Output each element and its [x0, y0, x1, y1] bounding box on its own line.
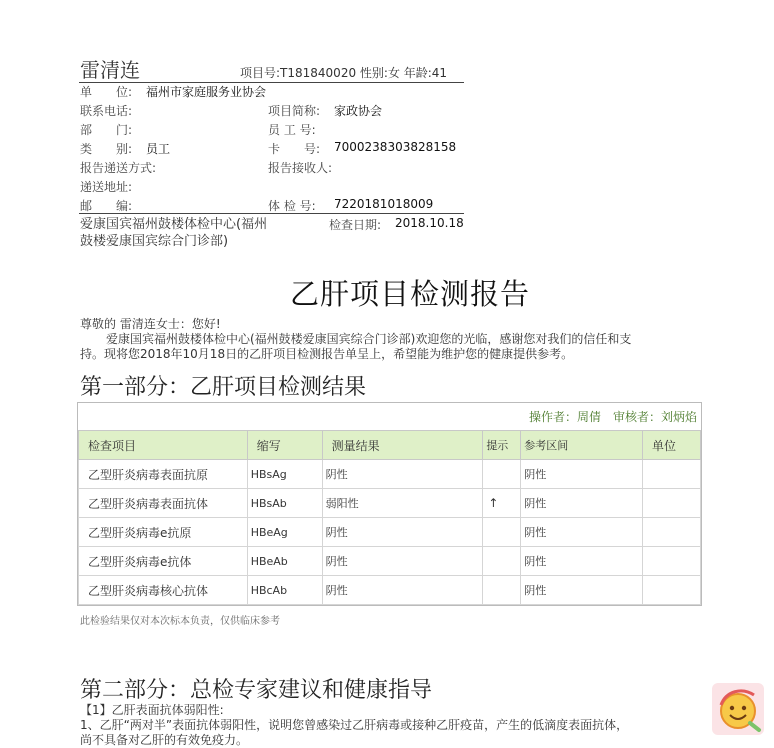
column-header: 缩写	[247, 431, 322, 460]
column-header: 检查项目	[79, 431, 248, 460]
exam-no-value: 7220181018009	[334, 197, 434, 211]
delivery-label: 报告递送方式:	[80, 161, 157, 175]
empno-label: 员 工 号:	[268, 123, 316, 137]
hint-cell	[483, 518, 521, 547]
hint-cell: ↑	[483, 489, 521, 518]
exam-date-label: 检查日期:	[329, 218, 382, 232]
patient-name: 雷清连	[80, 58, 140, 82]
hint-cell	[483, 576, 521, 605]
table-header-row	[79, 431, 701, 460]
result-cell: 阴性	[322, 547, 483, 576]
part2-title: 第二部分：总检专家建议和健康指导	[80, 678, 433, 703]
table-row	[79, 576, 701, 605]
abbr-cell: HBsAg	[247, 460, 322, 489]
phone-label: 联系电话:	[80, 104, 133, 118]
result-cell: 阴性	[322, 576, 483, 605]
abbr-label: 项目简称:	[268, 104, 321, 118]
postcode-label: 邮 编:	[80, 199, 133, 213]
table-row	[79, 460, 701, 489]
result-cell: 阴性	[322, 460, 483, 489]
result-cell: 阴性	[322, 518, 483, 547]
unit-label: 单 位:	[80, 85, 133, 99]
table-row	[79, 547, 701, 576]
disclaimer: 此检验结果仅对本次标本负责，仅供临床参考	[80, 616, 280, 627]
unit-cell	[643, 489, 701, 518]
ref-cell: 阴性	[521, 460, 643, 489]
card-value: 7000238303828158	[334, 140, 457, 154]
ref-cell: 阴性	[521, 518, 643, 547]
hint-cell	[483, 547, 521, 576]
advice-line-1: 1、乙肝“两对半”表面抗体弱阳性，说明您曾感染过乙肝病毒或接种乙肝疫苗，产生的低滴度表面抗体，	[80, 718, 629, 732]
category-value: 员工	[146, 142, 171, 156]
table-row	[79, 489, 701, 518]
abbr-cell: HBsAb	[247, 489, 322, 518]
divider	[79, 213, 464, 214]
unit-cell	[643, 518, 701, 547]
advice-heading: 【1】乙肝表面抗体弱阳性:	[80, 703, 224, 717]
unit-cell	[643, 460, 701, 489]
result-cell: 弱阳性	[322, 489, 483, 518]
ref-cell: 阴性	[521, 576, 643, 605]
item-cell: 乙型肝炎病毒表面抗体	[79, 489, 248, 518]
unit-cell	[643, 547, 701, 576]
category-label: 类 别:	[80, 142, 133, 156]
project-info: 项目号:T181840020 性别:女 年龄:41	[240, 66, 448, 80]
column-header: 参考区间	[521, 431, 643, 460]
part1-title: 第一部分：乙肝项目检测结果	[80, 375, 367, 400]
column-header: 提示	[483, 431, 521, 460]
column-header: 单位	[643, 431, 701, 460]
intro-line-2: 持。现将您2018年10月18日的乙肝项目检测报告单呈上，希望能为维护您的健康提供参考。	[80, 347, 574, 361]
abbr-cell: HBeAb	[247, 547, 322, 576]
item-cell: 乙型肝炎病毒核心抗体	[79, 576, 248, 605]
results-table-panel	[77, 402, 702, 606]
address-label: 递送地址:	[80, 180, 133, 194]
report-title: 乙肝项目检测报告	[289, 277, 530, 311]
operators: 操作者：周倩 审核者：刘炳焰	[528, 410, 697, 424]
item-cell: 乙型肝炎病毒e抗原	[79, 518, 248, 547]
item-cell: 乙型肝炎病毒表面抗原	[79, 460, 248, 489]
greeting: 尊敬的 雷清连女士：您好!	[80, 317, 221, 331]
unit-cell	[643, 576, 701, 605]
ref-cell: 阴性	[521, 489, 643, 518]
divider	[79, 82, 464, 83]
advice-line-2: 尚不具备对乙肝的有效免疫力。	[80, 733, 249, 747]
table-row	[79, 518, 701, 547]
abbr-cell: HBeAg	[247, 518, 322, 547]
column-header: 测量结果	[322, 431, 483, 460]
intro-line-1: 爱康国宾福州鼓楼体检中心(福州鼓楼爱康国宾综合门诊部)欢迎您的光临，感谢您对我们的信任和支	[106, 332, 632, 346]
exam-no-label: 体 检 号:	[268, 199, 316, 213]
smile-logo-icon	[712, 683, 764, 735]
card-label: 卡 号:	[268, 142, 321, 156]
exam-date-value: 2018.10.18	[395, 216, 464, 230]
receiver-label: 报告接收人:	[268, 161, 333, 175]
exam-center-name: 爱康国宾福州鼓楼体检中心(福州鼓楼爱康国宾综合门诊部)	[80, 217, 268, 249]
hint-cell	[483, 460, 521, 489]
dept-label: 部 门:	[80, 123, 133, 137]
abbr-value: 家政协会	[334, 104, 383, 118]
ref-cell: 阴性	[521, 547, 643, 576]
item-cell: 乙型肝炎病毒e抗体	[79, 547, 248, 576]
unit-value: 福州市家庭服务业协会	[146, 85, 267, 99]
abbr-cell: HBcAb	[247, 576, 322, 605]
results-table	[78, 430, 701, 605]
